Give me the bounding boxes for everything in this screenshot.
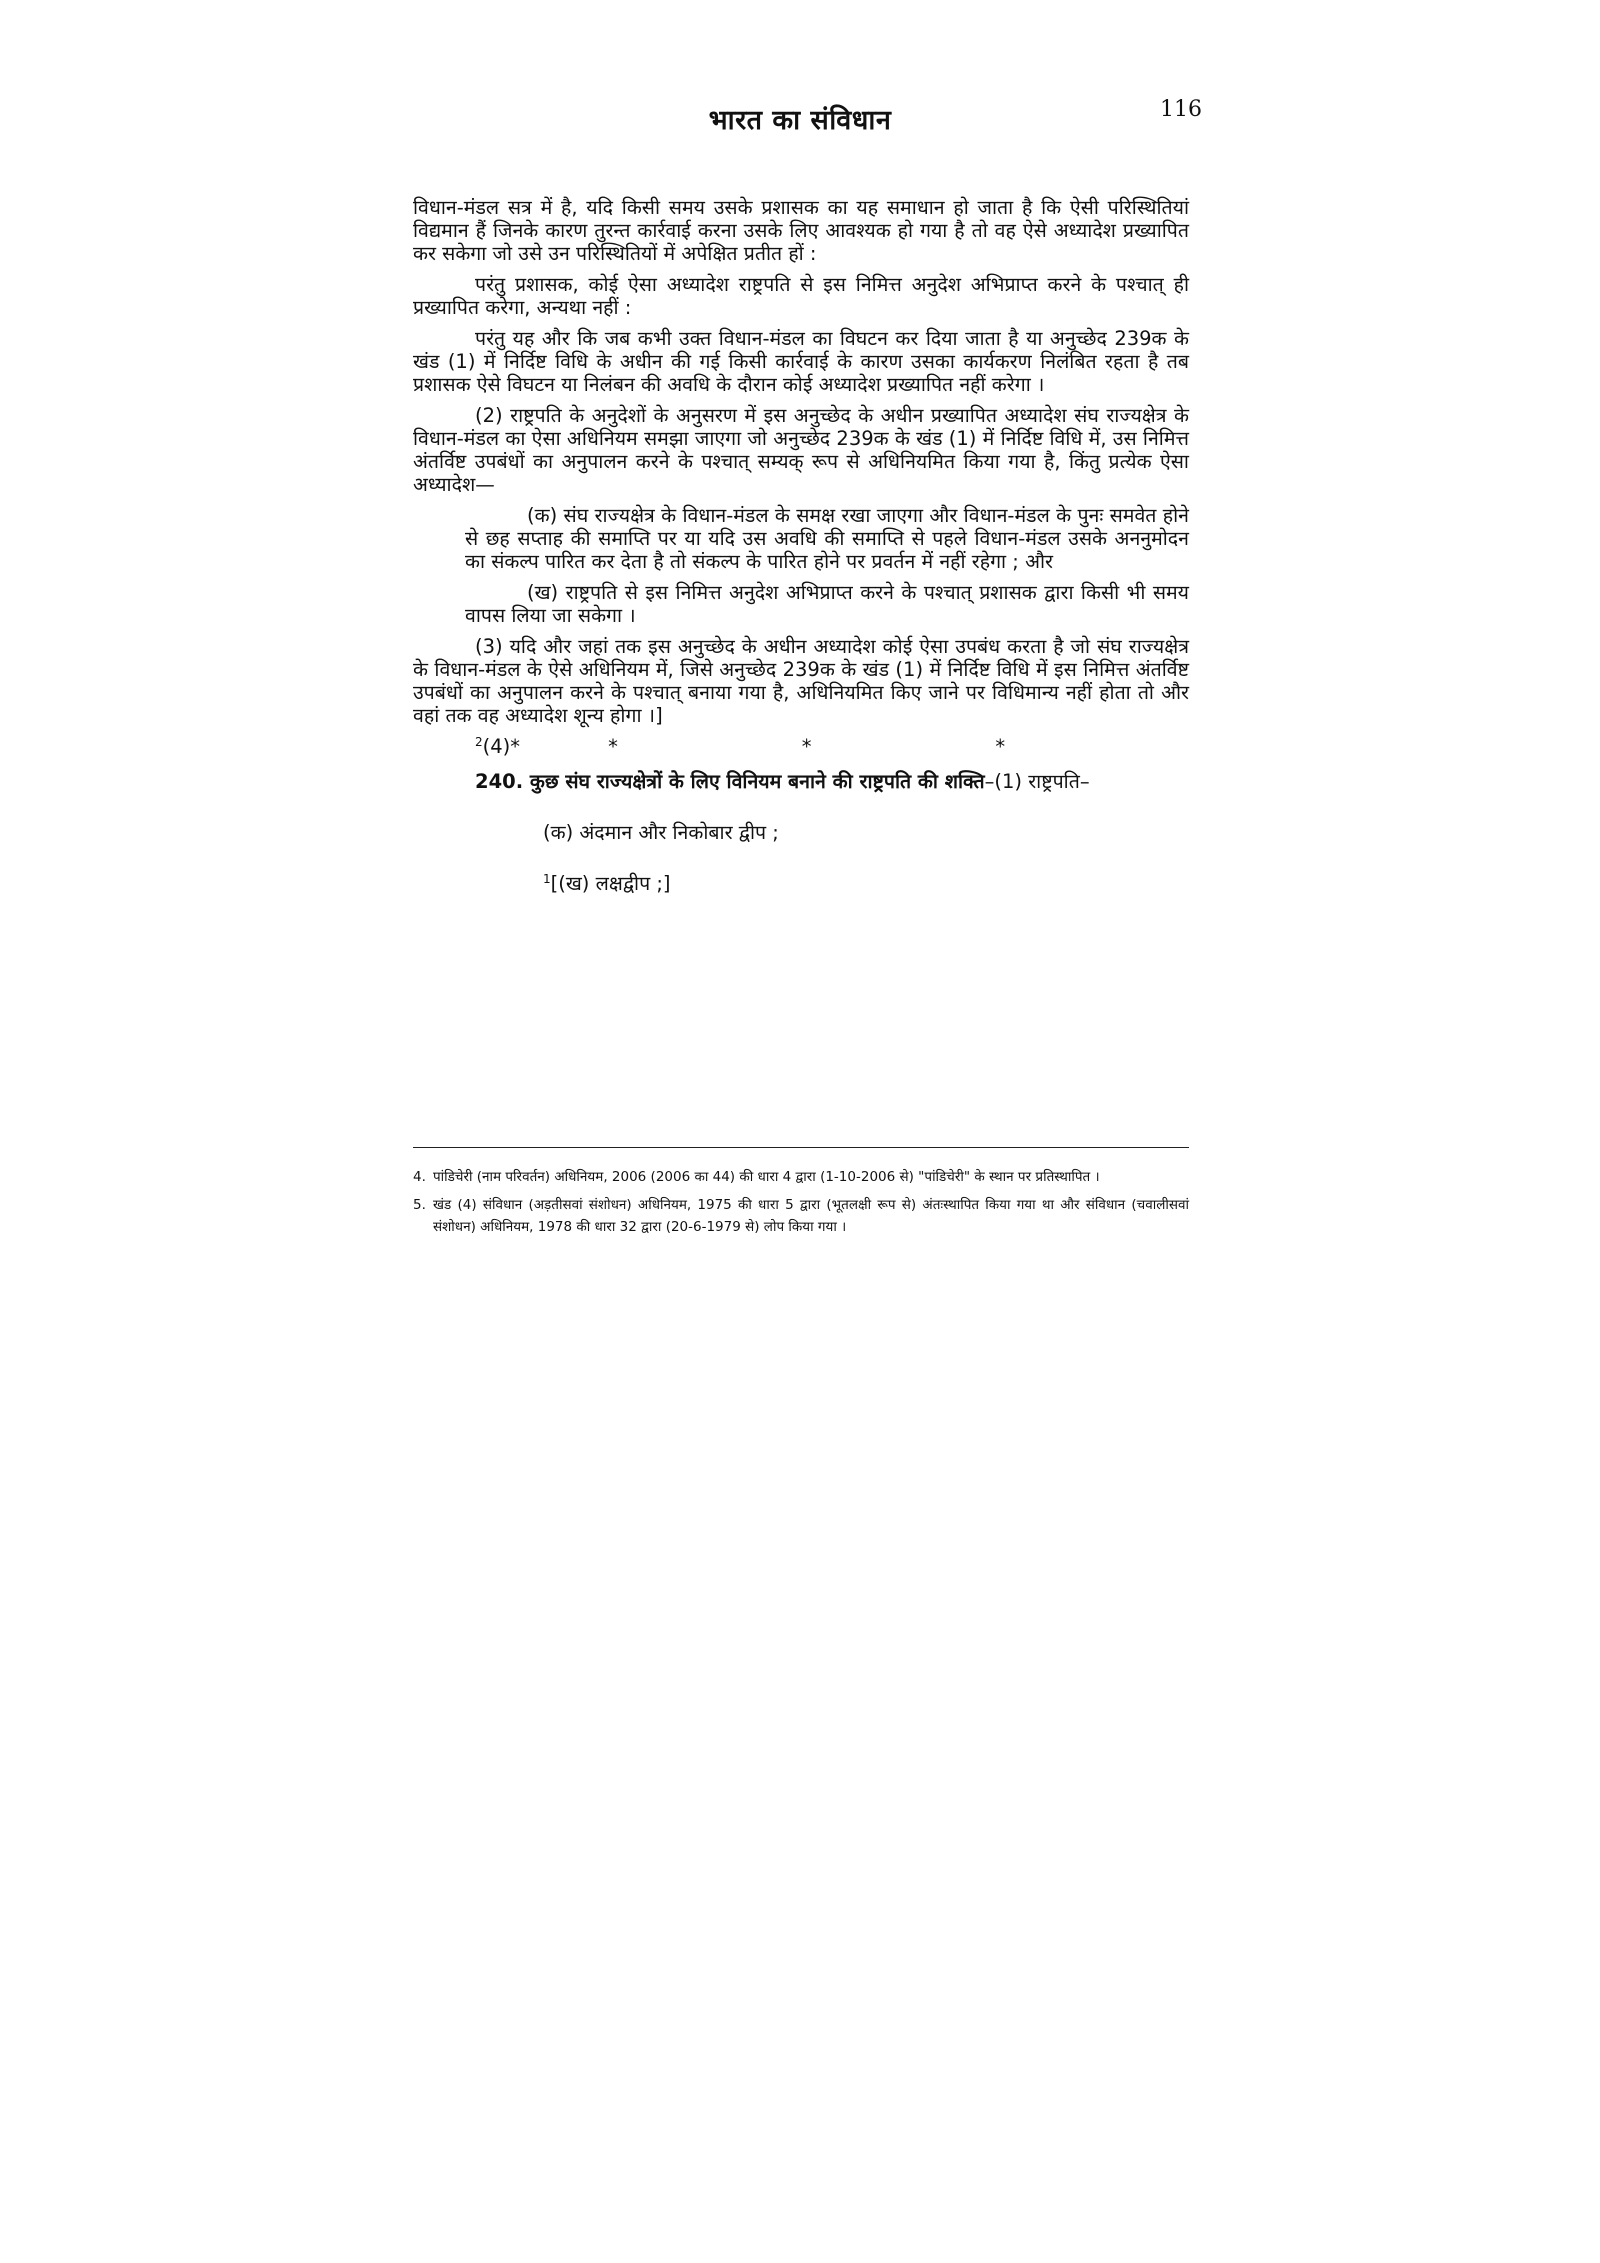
footnote-divider xyxy=(413,1147,1189,1148)
footnote-ref: 2 xyxy=(475,735,483,749)
clause-3: (3) यदि और जहां तक इस अनुच्छेद के अधीन अध्यादेश कोई ऐसा उपबंध करता है जो संघ राज्यक्षेत्र के विधान-मंडल के ऐसे अधिनियम में, जिसे अनुच्छेद 239क के खंड (1) में निर्दिष्ट विधि में इस निमित्त अंतर्विष्ट उपबंधों का अनुपालन करने के पश्चात् बनाया गया है, अधिनियमित किए जाने पर विधिमान्य नहीं होता तो और वहां तक वह अध्यादेश शून्य होगा ।] xyxy=(413,635,1189,727)
main-content xyxy=(413,196,1189,895)
footnote-text: पांडिचेरी (नाम परिवर्तन) अधिनियम, 2006 (2006 का 44) की धारा 4 द्वारा (1-10-2006 से) "पांडिचेरी" के स्थान पर प्रतिस्थापित । xyxy=(433,1169,1100,1185)
paragraph-continuation: विधान-मंडल सत्र में है, यदि किसी समय उसके प्रशासक का यह समाधान हो जाता है कि ऐसी परिस्थितियां विद्यमान हैं जिनके कारण तुरन्त कार्रवाई करना उसके लिए आवश्यक हो गया है तो वह ऐसे अध्यादेश प्रख्यापित कर सकेगा जो उसे उन परिस्थितियों में अपेक्षित प्रतीत हों : xyxy=(413,196,1189,265)
proviso-second: परंतु यह और कि जब कभी उक्त विधान-मंडल का विघटन कर दिया जाता है या अनुच्छेद 239क के खंड (1) में निर्दिष्ट विधि के अधीन की गई किसी कार्रवाई के कारण उसका कार्यकरण निलंबित रहता है तब प्रशासक ऐसे विघटन या निलंबन की अवधि के दौरान कोई अध्यादेश प्रख्यापित नहीं करेगा । xyxy=(413,327,1189,396)
list-item-a: (क) अंदमान और निकोबार द्वीप ; xyxy=(543,821,779,844)
clause-4-label xyxy=(413,735,608,758)
list-item-b xyxy=(413,872,1189,895)
footnote-number: 4. xyxy=(413,1169,426,1185)
clause-4-omitted xyxy=(413,735,1189,758)
proviso-first: परंतु प्रशासक, कोई ऐसा अध्यादेश राष्ट्रपति से इस निमित्त अनुदेश अभिप्राप्त करने के पश्चात् ही प्रख्यापित करेगा, अन्यथा नहीं : xyxy=(413,273,1189,319)
list-item-b-text: [(ख) लक्षद्वीप ;] xyxy=(550,872,671,895)
omission-star: * xyxy=(995,735,1006,758)
article-240 xyxy=(413,770,1189,793)
sub-clause-b: (ख) राष्ट्रपति से इस निमित्त अनुदेश अभिप्राप्त करने के पश्चात् प्रशासक द्वारा किसी भी समय वापस लिया जा सकेगा । xyxy=(465,581,1189,627)
footnotes xyxy=(413,1166,1189,1244)
footnote xyxy=(413,1166,1189,1188)
clause-4-text: (4)* xyxy=(482,735,521,758)
omission-star: * xyxy=(608,735,618,758)
page-title: भारत का संविधान xyxy=(708,105,892,136)
omission-star: * xyxy=(801,735,812,758)
article-heading: 240. कुछ संघ राज्यक्षेत्रों के लिए विनियम बनाने की राष्ट्रपति की शक्ति xyxy=(475,770,985,793)
clause-2: (2) राष्ट्रपति के अनुदेशों के अनुसरण में इस अनुच्छेद के अधीन प्रख्यापित अध्यादेश संघ राज्यक्षेत्र के विधान-मंडल का ऐसा अधिनियम समझा जाएगा जो अनुच्छेद 239क के खंड (1) में निर्दिष्ट विधि में, उस निमित्त अंतर्विष्ट उपबंधों का अनुपालन करने के पश्चात् सम्यक् रूप से अधिनियमित किया गया है, किंतु प्रत्येक ऐसा अध्यादेश— xyxy=(413,404,1189,496)
article-rest: –(1) राष्ट्रपति– xyxy=(984,770,1090,793)
page-number: 116 xyxy=(1160,97,1202,122)
footnote-number: 5. xyxy=(413,1197,426,1213)
footnote-text: खंड (4) संविधान (अड़तीसवां संशोधन) अधिनियम, 1975 की धारा 5 द्वारा (भूतलक्षी रूप से) अंतःस्थापित किया गया था और संविधान (चवालीसवां संशोधन) अधिनियम, 1978 की धारा 32 द्वारा (20-6-1979 से) लोप किया गया । xyxy=(433,1197,1189,1235)
sub-clause-a: (क) संघ राज्यक्षेत्र के विधान-मंडल के समक्ष रखा जाएगा और विधान-मंडल के पुनः समवेत होने से छह सप्ताह की समाप्ति पर या यदि उस अवधि की समाप्ति से पहले विधान-मंडल उसके अननुमोदन का संकल्प पारित कर देता है तो संकल्प के पारित होने पर प्रवर्तन में नहीं रहेगा ; और xyxy=(465,504,1189,573)
footnote xyxy=(413,1194,1189,1238)
footnote-ref: 1 xyxy=(543,872,551,886)
